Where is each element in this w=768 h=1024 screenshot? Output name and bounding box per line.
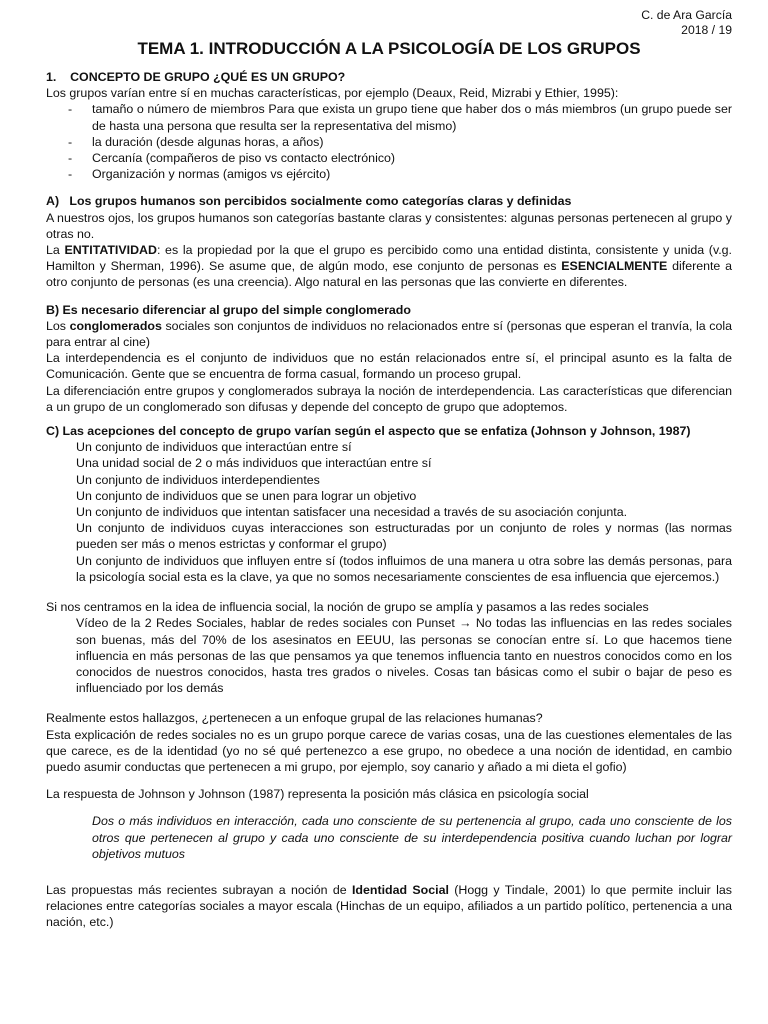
page-header — [46, 8, 732, 38]
influence-paragraph: Si nos centramos en la idea de influencia social, la noción de grupo se amplía y pasamos a las redes sociales — [46, 600, 649, 615]
term-entitatividad: ENTITATIVIDAD — [64, 243, 157, 258]
list-item: Un conjunto de individuos que influyen entre sí (todos influimos de una manera u otra sobre las demás personas, para la psicología social esta es la clave, ya que no somos necesariamente conscientes de esa influencia que ejercemos.) — [76, 553, 732, 584]
list-item: Un conjunto de individuos que se unen para lograr un objetivo — [76, 488, 417, 503]
text-run: diferente a otro conjunto de personas (es una creencia). Algo natural en las personas que las convierte en diferentes. — [46, 259, 732, 290]
text-run: Las propuestas más recientes subrayan a noción de — [46, 882, 352, 897]
list-item: Un conjunto de individuos que intentan satisfacer una necesidad a través de su asociación conjunta. — [76, 505, 628, 520]
influence-detail — [46, 615, 732, 696]
section-1-heading: 1. CONCEPTO DE GRUPO ¿QUÉ ES UN GRUPO? — [46, 70, 346, 84]
text-run: sociales son conjuntos de individuos no relacionados entre sí (personas que esperan el tranvía, la cola para entrar al cine) — [46, 318, 733, 350]
list-item: - la duración (desde algunas horas, a años) — [46, 134, 732, 150]
findings-paragraph: Esta explicación de redes sociales no es un grupo porque carece de varias cosas, una de las cuestiones elementales de las que carece, es de la identidad (yo no sé qué pertenezco a ese grupo, no obedece a una noción de identidad, en cambio puedo asumir conductas que pertenecen a mi grupo, por ejemplo, soy canario y añado a mi dieta el gofio) — [46, 727, 732, 774]
section-b-heading: B) Es necesario diferenciar al grupo del simple conglomerado — [46, 302, 411, 317]
text-run: (Hogg y Tindale, 2001) lo que permite incluir las relaciones entre categorías sociales a mayor escala (Hinchas de un equipo, afiliados a un partido político, pertenencia a una nación, etc.) — [46, 882, 732, 930]
section-b-paragraph-2: La interdependencia es el conjunto de individuos que no están relacionados entre sí, el principal asunto es la falta de Comunicación. Gente que se encuentra de forma casual, formando un proceso grupal. — [46, 351, 732, 382]
section-1-list — [46, 101, 732, 182]
list-item: - tamaño o número de miembros Para que exista un grupo tiene que haber dos o más miembros (un grupo puede ser de hasta una persona que resulta ser la representativa del mismo) — [46, 101, 732, 133]
text-run: Los — [46, 318, 70, 333]
johnson-paragraph: La respuesta de Johnson y Johnson (1987) representa la posición más clásica en psicología social — [46, 787, 589, 802]
list-item: Una unidad social de 2 o más individuos que interactúan entre sí — [76, 456, 432, 471]
video-note-paragraph: Vídeo de la 2 Redes Sociales, hablar de redes sociales con Punset → No todas las influencias en las redes sociales son buenas, más del 70% de los asesinatos en EEUU, las personas se conocían entre sí. Lo que hacemos tiene influencia en más personas de las que pensamos ya que tenemos influencia tanto en nuestros conocidos como en los conocidos de nuestros conocidos, hasta tres grados o niveles. Cosas tan básicas como el subir o bajar de peso es influenciado por los demás — [76, 616, 732, 696]
section-a-paragraph-1: A nuestros ojos, los grupos humanos son categorías bastante claras y consistentes: algunas personas pertenecen al grupo y otras no. — [46, 210, 732, 241]
term-conglomerados: conglomerados — [69, 318, 162, 333]
document-title: TEMA 1. INTRODUCCIÓN A LA PSICOLOGÍA DE LOS GRUPOS — [137, 39, 641, 58]
term-esencialmente: ESENCIALMENTE — [561, 259, 668, 274]
text-run: : es la propiedad por la que el grupo es percibido como una entidad distinta, consistente y unida (v.g. Hamilton y Sherman, 1996). Se asume que, de algún modo, ese conjunto de personas es — [46, 243, 732, 274]
closing-paragraph — [46, 882, 732, 931]
author-name: C. de Ara García — [641, 8, 732, 22]
text-run: La — [46, 243, 65, 258]
section-b-paragraph-3: La diferenciación entre grupos y conglomerados subraya la noción de interdependencia. Las características que diferencian a un grupo de un conglomerado son difusas y depende del concepto de grupo que adoptemos. — [46, 383, 732, 414]
section-c-list — [46, 439, 732, 585]
section-a-paragraph-2 — [46, 242, 732, 291]
list-item: Un conjunto de individuos que interactúan entre sí — [76, 440, 352, 455]
list-item: Un conjunto de individuos cuyas interacciones son estructuradas por un conjunto de roles y normas (las normas pueden ser más o menos estrictas y conformar el grupo) — [76, 521, 732, 552]
list-item: - Cercanía (compañeros de piso vs contacto electrónico) — [46, 150, 732, 166]
document-page — [46, 8, 732, 931]
list-item: - Organización y normas (amigos vs ejército) — [46, 166, 732, 182]
list-item: Un conjunto de individuos interdependientes — [76, 472, 320, 487]
findings-question: Realmente estos hallazgos, ¿pertenecen a un enfoque grupal de las relaciones humanas? — [46, 711, 543, 726]
academic-year: 2018 / 19 — [681, 23, 732, 37]
section-c-heading: C) Las acepciones del concepto de grupo varían según el aspecto que se enfatiza (Johnson y Johnson, 1987) — [46, 424, 691, 439]
section-1-intro: Los grupos varían entre sí en muchas características, por ejemplo (Deaux, Reid, Mizrabi y Ethier, 1995): — [46, 86, 619, 101]
section-a-heading: A) Los grupos humanos son percibidos socialmente como categorías claras y definidas — [46, 194, 572, 209]
term-identidad-social: Identidad Social — [351, 882, 449, 897]
section-b-paragraph-1 — [46, 318, 732, 350]
johnson-quote: Dos o más individuos en interacción, cada uno consciente de su pertenencia al grupo, cada uno consciente de los otros que pertenecen al grupo y cada uno consciente de su interdependencia positiva cuando luchan por lograr objetivos mutuos — [92, 814, 732, 861]
